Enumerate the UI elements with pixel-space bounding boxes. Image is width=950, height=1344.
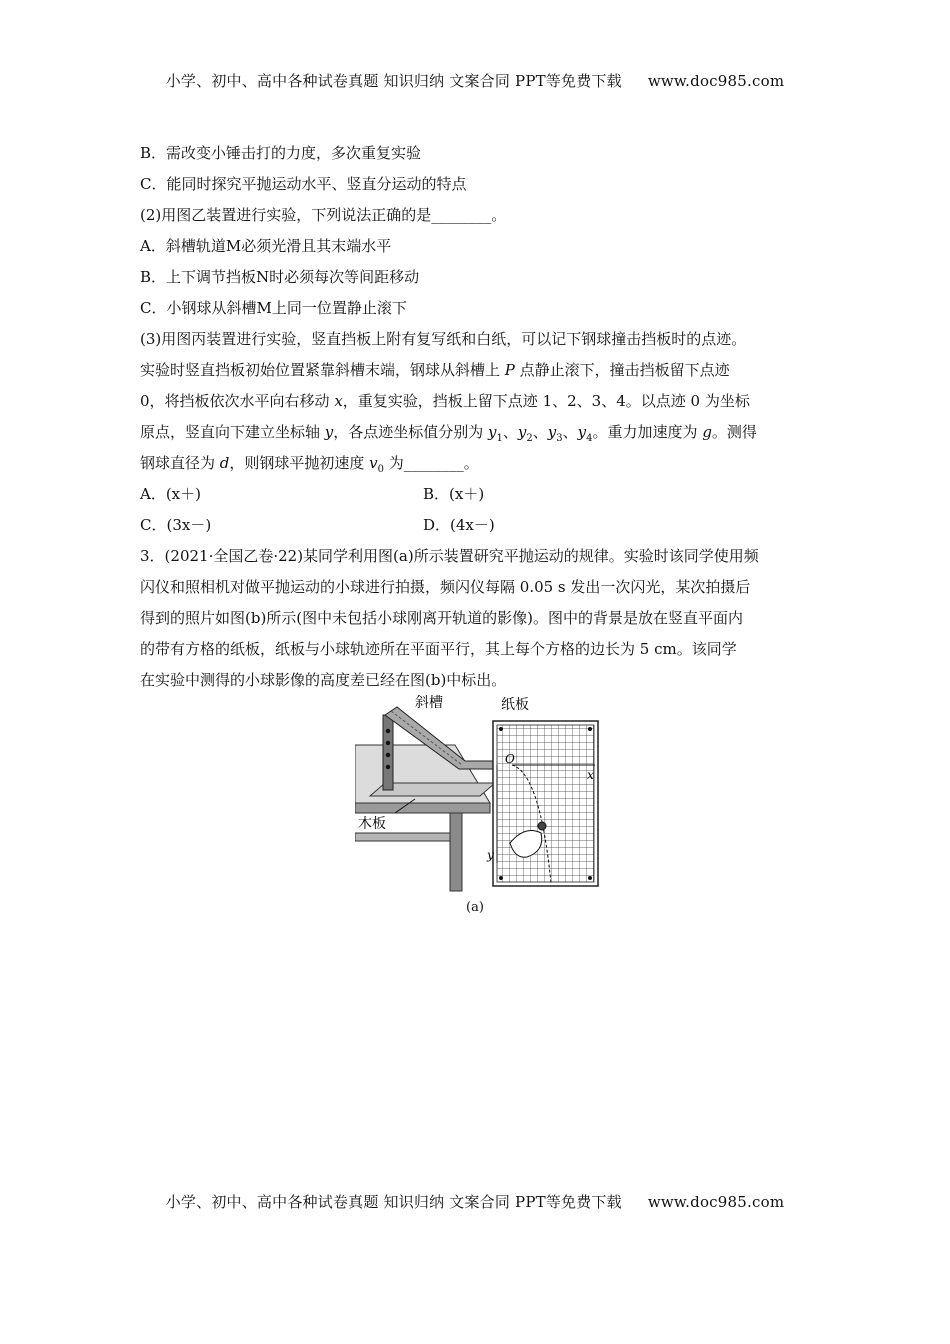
table-leg [450,813,462,891]
text-segment: 钢球直径为 [140,454,220,472]
label-board: 纸板 [501,697,529,713]
question-3-line3 [140,391,840,411]
var-v: v [369,454,378,472]
question-3-line5 [140,453,840,480]
text-segment: 为________。 [384,454,479,472]
ball [538,822,546,830]
var-g: g [702,423,712,441]
text-segment: 。测得 [711,423,757,441]
q2-option-a: A．斜槽轨道M必须光滑且其末端水平 [140,237,392,255]
label-x: x [587,768,594,782]
question-3-line4: 原点，竖直向下建立坐标轴 y，各点迹坐标值分别为 $y_1$、$y_2$、$y_3$、$y_4$。重力加速度为 g。测得 [140,423,757,444]
text-segment: 。重力加速度为 [592,423,703,441]
footer-text: 小学、初中、高中各种试卷真题 知识归纳 文案合同 PPT等免费下载 [165,1193,622,1211]
var-y3: y [547,423,557,441]
page-header [0,70,950,91]
q3-line2: 闪仪和照相机对做平抛运动的小球进行拍摄，频闪仪每隔 0.05 s 发出一次闪光，某次拍摄后 [140,578,751,596]
q2-option-b: B．上下调节挡板N时必须每次等间距移动 [140,268,420,286]
table-rail [355,833,450,841]
q3-line4: 的带有方格的纸板，纸板与小球轨迹所在平面平行，其上每个方格的边长为 5 cm。该同学 [140,640,737,658]
text-segment: 0，将挡板依次水平向右移动 [140,392,335,410]
var-y4: y [577,423,587,441]
figure-caption: (a) [466,900,484,915]
var-x: x [334,392,343,410]
header-text: 小学、初中、高中各种试卷真题 知识归纳 文案合同 PPT等免费下载 [165,72,622,90]
answer-a: A．(x＋) [140,485,201,503]
sub-0: 0 [377,464,385,475]
q3-line5: 在实验中测得的小球影像的高度差已经在图(b)中标出。 [140,671,507,689]
text-segment: 实验时竖直挡板初始位置紧靠斜槽末端，钢球从斜槽上 [140,361,505,379]
question-2: (2)用图乙装置进行实验，下列说法正确的是________。 [140,206,507,224]
sub-1: 1 [496,433,503,444]
text-segment: ，各点迹坐标值分别为 [333,423,489,441]
answer-row-ab [140,484,840,504]
q2-option-c: C．小钢球从斜槽M上同一位置静止滚下 [140,299,407,317]
var-d: d [219,454,230,472]
var-y1: y [488,423,497,441]
header-site[interactable]: www.doc985.com [647,72,785,90]
sub-3: 3 [556,433,563,444]
page-footer [0,1191,950,1212]
stand-post [383,715,393,790]
answer-row-cd [140,515,840,535]
label-o: O [505,752,515,766]
footer-site[interactable]: www.doc985.com [647,1193,785,1211]
text-segment: 原点，竖直向下建立坐标轴 [140,423,325,441]
option-c-line: C．能同时探究平抛运动水平、竖直分运动的特点 [140,175,467,193]
var-y: y [324,423,334,441]
answer-b: B．(x＋) [423,485,485,503]
label-chute: 斜槽 [415,695,443,711]
text-segment: 点静止滚下，撞击挡板留下点迹 [514,361,730,379]
table-edge [355,803,490,813]
text-segment: ，则钢球平抛初速度 [229,454,370,472]
answer-c: C．(3x－) [140,516,212,534]
label-wood: 木板 [358,816,386,832]
sub-2: 2 [526,433,533,444]
q3-line3: 得到的照片如图(b)所示(图中未包括小球刚离开轨道的影像)。图中的背景是放在竖直平面内 [140,609,744,627]
var-y2: y [517,423,527,441]
question-3-title: 3．(2021·全国乙卷·22)某同学利用图(a)所示装置研究平抛运动的规律。实验时该同学使用频 [140,547,759,565]
label-y: y [487,848,494,862]
text-segment: ，重复实验，挡板上留下点迹 1、2、3、4。以点迹 0 为坐标 [342,392,750,410]
question-3-intro: (3)用图丙装置进行实验，竖直挡板上附有复写纸和白纸，可以记下钢球撞击挡板时的点迹。 [140,330,747,348]
answer-d: D．(4x－) [423,516,495,534]
question-3-line2 [140,360,840,380]
var-p: P [504,361,515,379]
apparatus-figure [355,693,605,893]
option-b-line: B．需改变小锤击打的力度，多次重复实验 [140,144,422,162]
sub-4: 4 [586,433,593,444]
